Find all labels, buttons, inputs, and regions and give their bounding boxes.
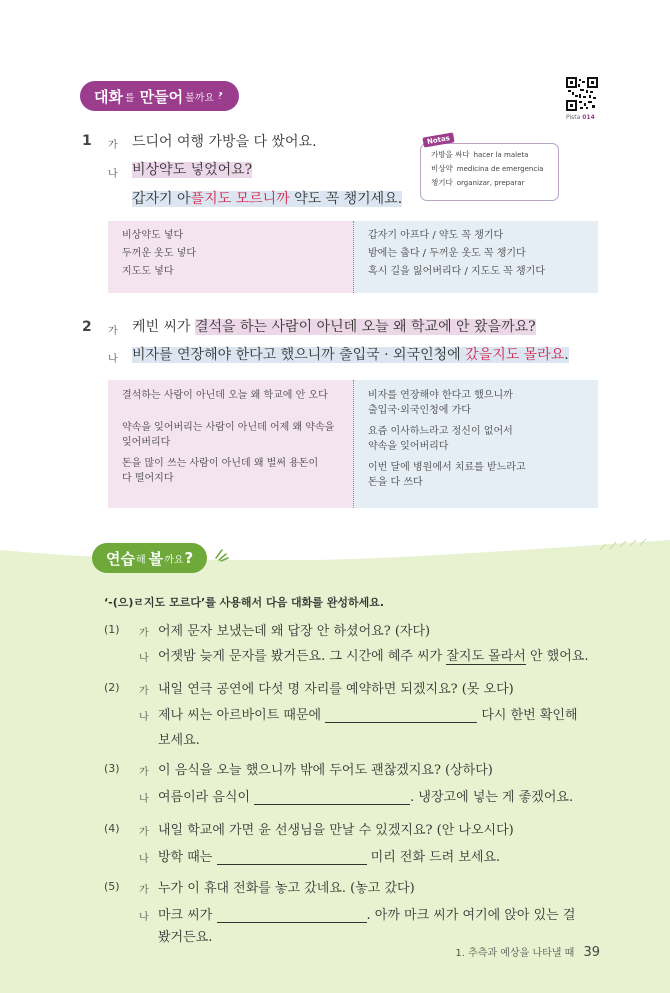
- practice-instruction: ‘-(으)ㄹ지도 모르다’를 사용해서 다음 대화를 완성하세요.: [104, 596, 385, 609]
- exercise-1-line-ga: 드디어 여행 가방을 다 쌌어요.: [132, 134, 317, 150]
- speaker-na: 나: [139, 794, 149, 805]
- example-answer: 잘지도 몰라서: [446, 649, 526, 664]
- highlight-pink: 비상약도 넣었어요?: [132, 162, 253, 178]
- speaker-na: 나: [108, 354, 118, 365]
- answer-prefix: 여름이라 음식이: [158, 790, 255, 805]
- note-row: [431, 148, 558, 162]
- practice-1-answer-line: [158, 645, 588, 664]
- table-cell: 비상약도 넣다: [122, 230, 184, 241]
- exercise-2-number: 2: [82, 319, 92, 335]
- vocabulary-notes-box: [420, 143, 559, 201]
- table-cell: 요즘 이사하느라고 정신이 없어서: [368, 426, 513, 437]
- practice-2-question: 내일 연극 공연에 다섯 명 자리를 예약하면 되겠지요? (못 오다): [158, 682, 514, 697]
- practice-item-number: (1): [104, 623, 120, 636]
- table-cell: 약속을 잊어버리는 사람이 아닌데 어제 왜 약속을: [122, 422, 335, 433]
- page-number: 39: [583, 945, 600, 960]
- grammar-highlight: 갔을지도 몰라요: [465, 347, 565, 363]
- note-row: [431, 162, 558, 176]
- table-cell: 돈을 다 쓰다: [368, 477, 423, 488]
- table-2-left-column: [108, 380, 353, 508]
- highlight-blue-start: 비자를 연장해야 한다고 했으니까 출입국 · 외국인청에: [132, 347, 466, 363]
- answer-blank[interactable]: [254, 790, 410, 805]
- table-cell: 결석하는 사람이 아닌데 오늘 왜 학교에 안 오다: [122, 390, 328, 401]
- note-spanish: organizar, preparar: [456, 179, 525, 187]
- answer-prefix: 어젯밤 늦게 문자를 봤거든요. 그 시간에 혜주 씨가: [158, 649, 447, 664]
- answer-suffix: 미리 전화 드려 보세요.: [366, 850, 501, 865]
- practice-5-answer-line: [158, 904, 575, 923]
- title-particle-2: 볼까요: [185, 92, 215, 104]
- practice-4-question: 내일 학교에 가면 윤 선생님을 만날 수 있겠지요? (안 나오시다): [158, 823, 514, 838]
- table-cell: 지도도 넣다: [122, 266, 174, 277]
- table-cell: 갑자기 아프다 / 약도 꼭 챙기다: [368, 230, 504, 241]
- practice-2-answer-line: [158, 704, 578, 723]
- speaker-na: 나: [139, 653, 149, 664]
- exercise-1-line-na-1: [132, 159, 252, 179]
- speaker-na: 나: [108, 169, 118, 180]
- speaker-na: 나: [139, 854, 149, 865]
- table-cell: 두꺼운 옷도 넣다: [122, 248, 196, 259]
- audio-track-label: [566, 114, 595, 121]
- substitution-table-1: [108, 221, 598, 293]
- practice-1-question: 어제 문자 보냈는데 왜 답장 안 하셨어요? (자다): [158, 624, 431, 639]
- exercise-2-ga-prefix: 케빈 씨가: [132, 319, 195, 335]
- exercise-2-line-na: [132, 344, 569, 364]
- answer-suffix: 다시 한번 확인해: [477, 708, 578, 723]
- table-cell: 출입국·외국인청에 가다: [368, 405, 471, 416]
- title-particle-1: 해: [135, 554, 146, 566]
- highlight-blue-start: 갑자기 아: [132, 191, 191, 207]
- title-word-2: 볼: [148, 549, 164, 568]
- highlight-blue-end: .: [564, 347, 569, 363]
- practice-5-question: 누가 이 휴대 전화를 놓고 갔네요. (놓고 갔다): [158, 881, 415, 896]
- speaker-ga: 가: [108, 326, 118, 337]
- table-cell: 돈을 많이 쓰는 사람이 아닌데 왜 벌써 용돈이: [122, 458, 319, 469]
- table-cell: 혹시 길을 잃어버리다 / 지도도 꼭 챙기다: [368, 266, 546, 277]
- note-korean: 챙기다: [431, 178, 453, 187]
- table-2-right-column: [353, 380, 598, 508]
- highlight-blue-end: 약도 꼭 챙기세요.: [289, 191, 403, 207]
- answer-suffix: . 아까 마크 씨가 여기에 앉아 있는 걸: [366, 908, 576, 923]
- title-word-2: 만들어: [139, 87, 184, 106]
- practice-item-number: (5): [104, 880, 120, 893]
- note-row: [431, 176, 558, 190]
- answer-prefix: 제나 씨는 아르바이트 때문에: [158, 708, 326, 723]
- table-1-left-column: [108, 221, 353, 293]
- practice-item-number: (3): [104, 762, 120, 775]
- answer-suffix: 안 했어요.: [525, 649, 589, 664]
- answer-suffix: . 냉장고에 넣는 게 좋겠어요.: [410, 790, 574, 805]
- highlight-pink: 결석을 하는 사람이 아닌데 오늘 왜 학교에 안 왔을까요?: [195, 319, 536, 335]
- practice-item-number: (4): [104, 822, 120, 835]
- title-question-mark: ?: [184, 549, 194, 567]
- sparkle-icon: [213, 546, 229, 562]
- pista-label: Pista: [566, 114, 581, 121]
- title-particle-2: 까요: [164, 554, 184, 566]
- speaker-ga: 가: [108, 140, 118, 151]
- speaker-ga: 가: [139, 628, 149, 639]
- answer-prefix: 마크 씨가: [158, 908, 217, 923]
- notas-tag: Notas: [422, 132, 454, 147]
- practice-5-answer-continuation: 봤거든요.: [158, 930, 213, 945]
- practice-2-answer-continuation: 보세요.: [158, 733, 200, 748]
- note-korean: 비상약: [431, 164, 453, 173]
- note-korean: 가방을 싸다: [431, 150, 470, 159]
- title-word-1: 연습: [106, 549, 135, 568]
- chapter-title: 1. 추측과 예상을 나타낼 때: [455, 948, 575, 959]
- table-1-right-column: [353, 221, 598, 293]
- table-cell: 이번 달에 병원에서 치료를 받느라고: [368, 462, 526, 473]
- answer-prefix: 방학 때는: [158, 850, 217, 865]
- speaker-na: 나: [139, 912, 149, 923]
- table-cell: 밤에는 춥다 / 두꺼운 옷도 꼭 챙기다: [368, 248, 526, 259]
- practice-3-answer-line: [158, 786, 573, 805]
- practice-4-answer-line: [158, 846, 500, 865]
- answer-blank[interactable]: [217, 908, 367, 923]
- answer-blank[interactable]: [217, 850, 367, 865]
- exercise-1-line-na-2: [132, 188, 402, 208]
- speaker-na: 나: [139, 712, 149, 723]
- table-cell: 다 떨어지다: [122, 473, 174, 484]
- section-title-practice: [92, 543, 207, 573]
- speaker-ga: 가: [139, 827, 149, 838]
- practice-3-question: 이 음식을 오늘 했으니까 밖에 두어도 괜찮겠지요? (상하다): [158, 763, 493, 778]
- title-question-mark: ?: [217, 90, 223, 102]
- pista-number: 014: [582, 114, 595, 121]
- substitution-table-2: [108, 380, 598, 508]
- practice-item-number: (2): [104, 681, 120, 694]
- speaker-ga: 가: [139, 686, 149, 697]
- page-footer: [455, 944, 600, 960]
- note-spanish: medicina de emergencia: [456, 165, 544, 173]
- table-cell: 약속을 잊어버리다: [368, 441, 449, 452]
- exercise-2-line-ga: [132, 316, 536, 336]
- note-spanish: hacer la maleta: [473, 151, 529, 159]
- grammar-highlight: 플지도 모르니까: [190, 191, 290, 207]
- table-cell: 비자를 연장해야 한다고 했으니까: [368, 390, 513, 401]
- sparkle-icon: [213, 84, 229, 100]
- qr-code-icon[interactable]: [566, 77, 598, 111]
- table-cell: 잊어버리다: [122, 437, 171, 448]
- speaker-ga: 가: [139, 885, 149, 896]
- title-word-1: 대화: [94, 87, 123, 106]
- speaker-ga: 가: [139, 767, 149, 778]
- title-particle-1: 를: [124, 92, 135, 104]
- exercise-1-number: 1: [82, 133, 92, 149]
- answer-blank[interactable]: [325, 708, 477, 723]
